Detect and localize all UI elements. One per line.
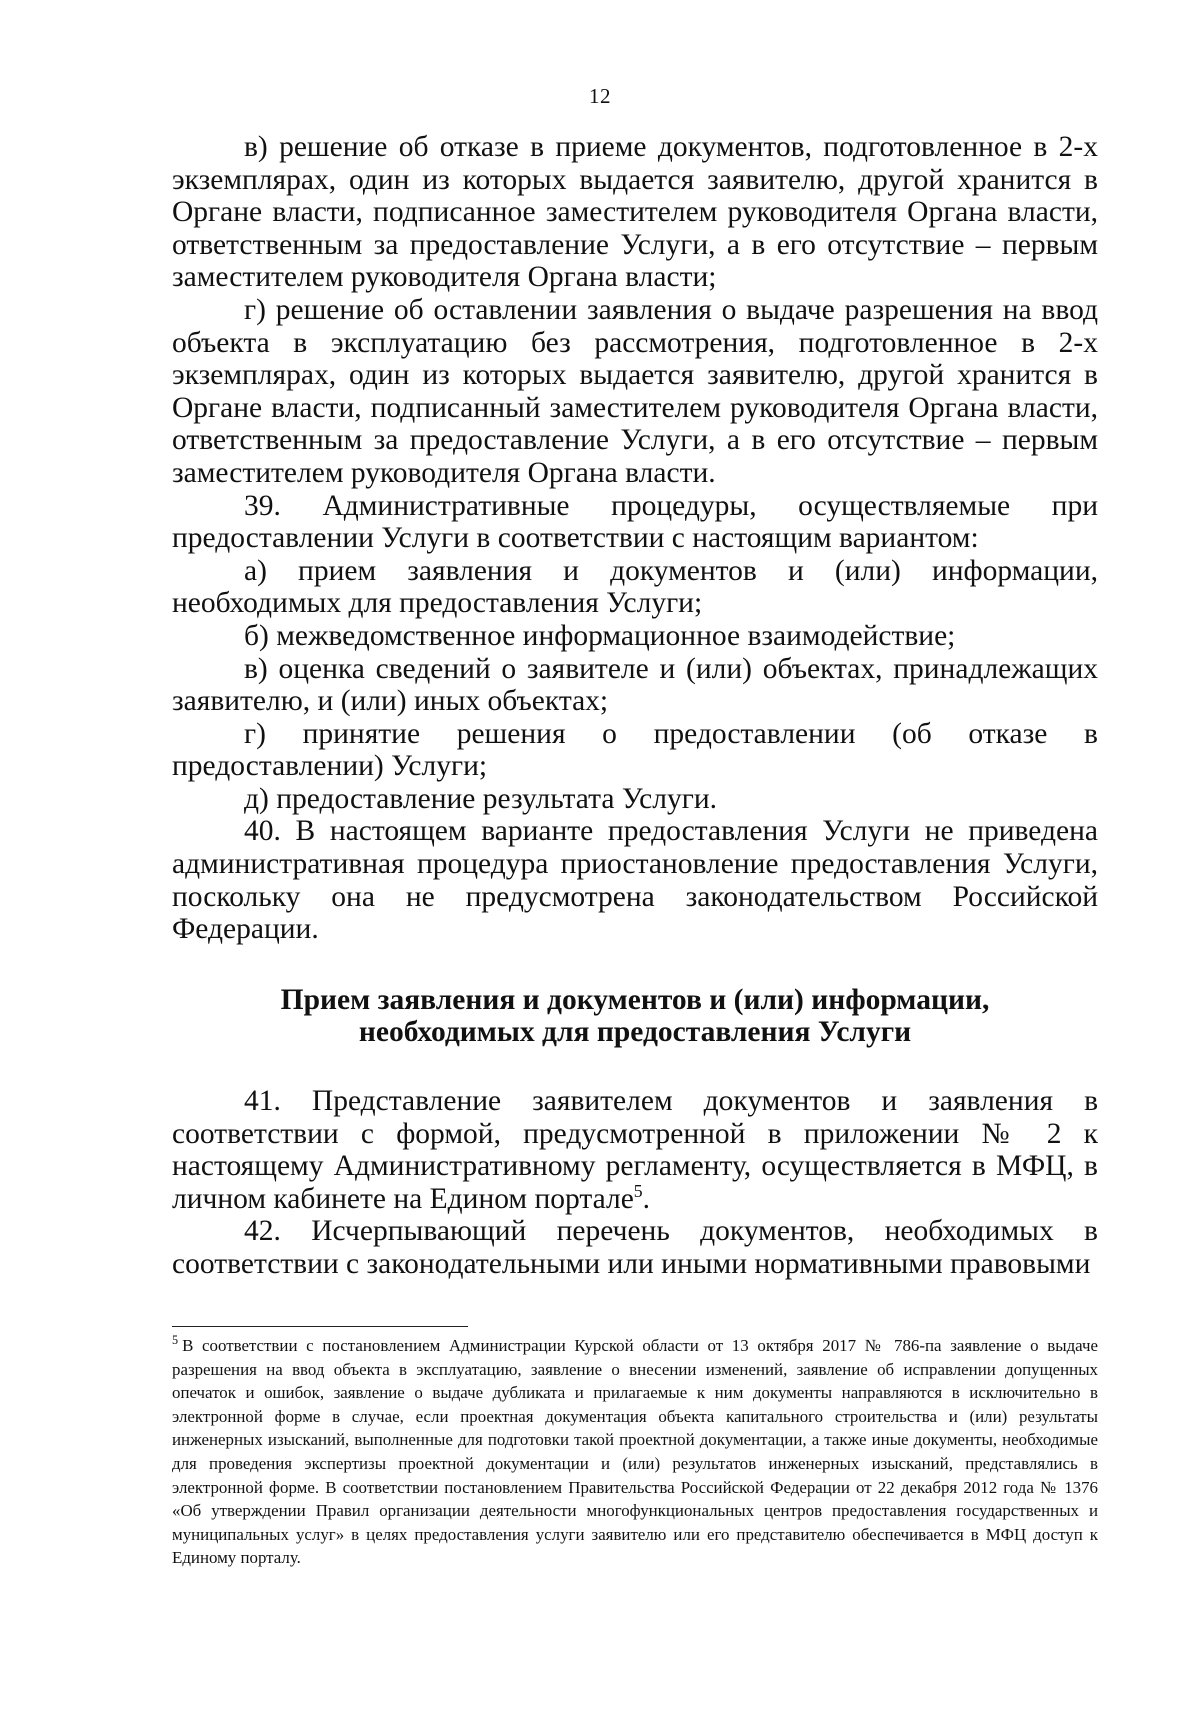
footnote-number: 5 (172, 1333, 179, 1348)
paragraph-39-v: в) оценка сведений о заявителе и (или) объектах, принадлежащих заявителю, и (или) иных объектах; (172, 652, 1098, 718)
footnote-reference[interactable]: 5 (633, 1180, 643, 1201)
paragraph-item-v: в) решение об отказе в приеме документов, подготовленное в 2-х экземплярах, один из которых выдается заявителю, другой хранится в Органе власти, подписанное заместителем руководителя Органа власти, ответственным за предоставление Услуги, а в его отсутствие – первым заместителем руководителя Органа власти; (172, 131, 1098, 294)
paragraph-42: 42. Исчерпывающий перечень документов, необходимых в соответствии с законодательными или иными нормативными правовыми (172, 1215, 1098, 1280)
paragraph-39-a: а) прием заявления и документов и (или) информации, необходимых для предоставления Услуги; (172, 554, 1098, 620)
main-text (172, 131, 1098, 1281)
paragraph-item-g: г) решение об оставлении заявления о выдаче разрешения на ввод объекта в эксплуатацию без рассмотрения, подготовленное в 2-х экземплярах, один из которых выдается заявителю, другой хранится в Органе власти, подписанный заместителем руководителя Органа власти, ответственным за предоставление Услуги, а в его отсутствие – первым заместителем руководителя Органа власти. (172, 293, 1098, 489)
section-heading-line-2: необходимых для предоставления Услуги (358, 1016, 912, 1049)
page-number: 12 (589, 84, 611, 108)
paragraph-41-end: . (642, 1182, 651, 1215)
paragraph-40: 40. В настоящем варианте предоставления Услуги не приведена административная процедура приостановление предоставления Услуги, поскольку она не предусмотрена законодательством Российской Федерации. (172, 815, 1098, 946)
footnote (172, 1334, 1098, 1570)
paragraph-41-text: 41. Представление заявителем документов и заявления в соответствии с формой, предусмотренной в приложении № 2 к настоящему Административному регламенту, осуществляется в МФЦ, в личном кабинете на Едином портале (172, 1085, 1098, 1215)
footnote-paragraph (172, 1334, 1098, 1570)
paragraph-41 (172, 1085, 1098, 1215)
footnote-text: В соответствии с постановлением Администрации Курской области от 13 октября 2017 № 786-па заявление о выдаче разрешения на ввод объекта в эксплуатацию, заявление о внесении изменений, заявление об исправлении допущенных опечаток и ошибок, заявление о выдаче дубликата и прилагаемые к ним документы направляются в исключительно в электронной форме в случае, если проектная документация объекта капитального строительства и (или) результаты инженерных изысканий, выполненные для подготовки такой проектной документации, а также иные документы, необходимые для проведения экспертизы проектной документации и (или) результатов инженерных изысканий, представлялись в электронной форме. В соответствии постановлением Правительства Российской Федерации от 22 декабря 2012 года № 1376 «Об утверждении Правил организации деятельности многофункциональных центров предоставления государственных и муниципальных услуг» в целях предоставления услуги заявителю или его представителю обеспечивается в МФЦ доступ к Единому порталу. (172, 1336, 1098, 1568)
paragraph-39-g: г) принятие решения о предоставлении (об отказе в предоставлении) Услуги; (172, 717, 1098, 783)
paragraph-39-b: б) межведомственное информационное взаимодействие; (244, 619, 956, 652)
paragraph-39: 39. Административные процедуры, осуществляемые при предоставлении Услуги в соответствии с настоящим вариантом: (172, 489, 1098, 555)
footnote-separator (172, 1326, 468, 1327)
section-heading (172, 984, 1098, 1049)
section-heading-line-1: Прием заявления и документов и (или) информации, (280, 983, 990, 1016)
paragraph-39-d: д) предоставление результата Услуги. (244, 782, 717, 815)
